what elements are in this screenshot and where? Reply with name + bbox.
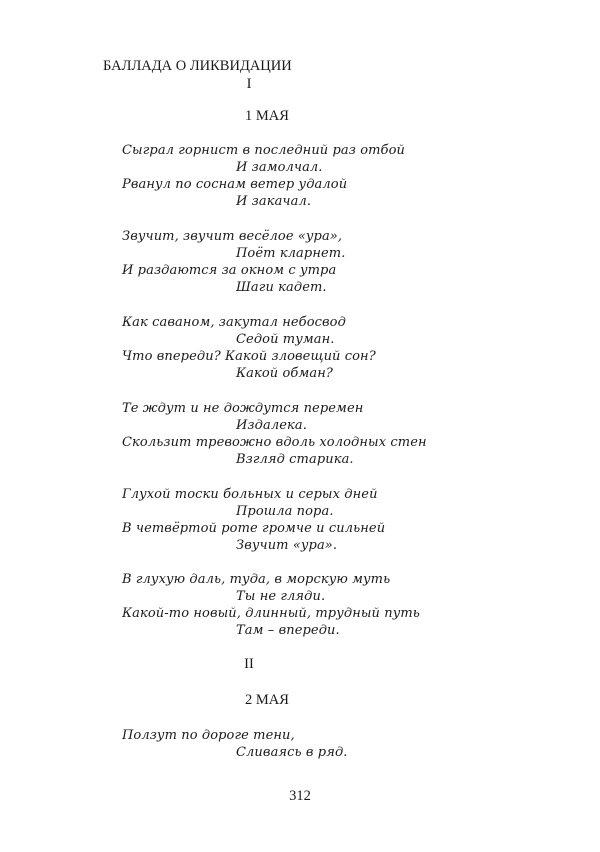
poem-line: Издалека. bbox=[236, 418, 307, 433]
poem-line: Поёт кларнет. bbox=[236, 246, 346, 261]
poem-line: Рванул по соснам ветер удалой bbox=[122, 177, 348, 192]
poem-line: Ползут по дороге тени, bbox=[122, 728, 295, 743]
poem-line: Звучит «ура». bbox=[236, 538, 338, 553]
section-date: 2 МАЯ bbox=[245, 692, 289, 708]
section-date: 1 МАЯ bbox=[245, 108, 289, 124]
poem-line: Седой туман. bbox=[236, 332, 335, 347]
poem-line: Какой обман? bbox=[236, 366, 333, 381]
poem-line: Как саваном, закутал небосвод bbox=[122, 315, 346, 330]
poem-line: И раздаются за окном с утра bbox=[122, 263, 337, 278]
poem-line: Шаги кадет. bbox=[236, 280, 327, 295]
poem-line: Скользит тревожно вдоль холодных стен bbox=[122, 435, 427, 450]
section-numeral: II bbox=[244, 656, 254, 672]
poem-line: Там – впереди. bbox=[236, 623, 340, 638]
poem-line: Какой-то новый, длинный, трудный путь bbox=[122, 606, 420, 621]
poem-line: И закачал. bbox=[236, 194, 312, 209]
poem-line: Взгляд старика. bbox=[236, 452, 354, 467]
poem-line: В четвёртой роте громче и сильней bbox=[122, 521, 386, 536]
poem-line: Прошла пора. bbox=[236, 504, 334, 519]
poem-line: И замолчал. bbox=[236, 160, 323, 175]
poem-line: В глухую даль, туда, в морскую муть bbox=[122, 572, 391, 587]
poem-line: Что впереди? Какой зловещий сон? bbox=[122, 349, 376, 364]
poem-line: Глухой тоски больных и серых дней bbox=[122, 487, 378, 502]
poem-line: Сыграл горнист в последний раз отбой bbox=[122, 143, 405, 158]
poem-line: Ты не гляди. bbox=[236, 589, 326, 604]
poem-line: Те ждут и не дождутся перемен bbox=[122, 401, 364, 416]
poem-line: Звучит, звучит весёлое «ура», bbox=[122, 229, 343, 244]
section-numeral: I bbox=[246, 76, 252, 92]
page-number: 312 bbox=[289, 788, 311, 804]
poem-title: БАЛЛАДА О ЛИКВИДАЦИИ bbox=[103, 58, 292, 74]
poem-line: Сливаясь в ряд. bbox=[236, 745, 348, 760]
